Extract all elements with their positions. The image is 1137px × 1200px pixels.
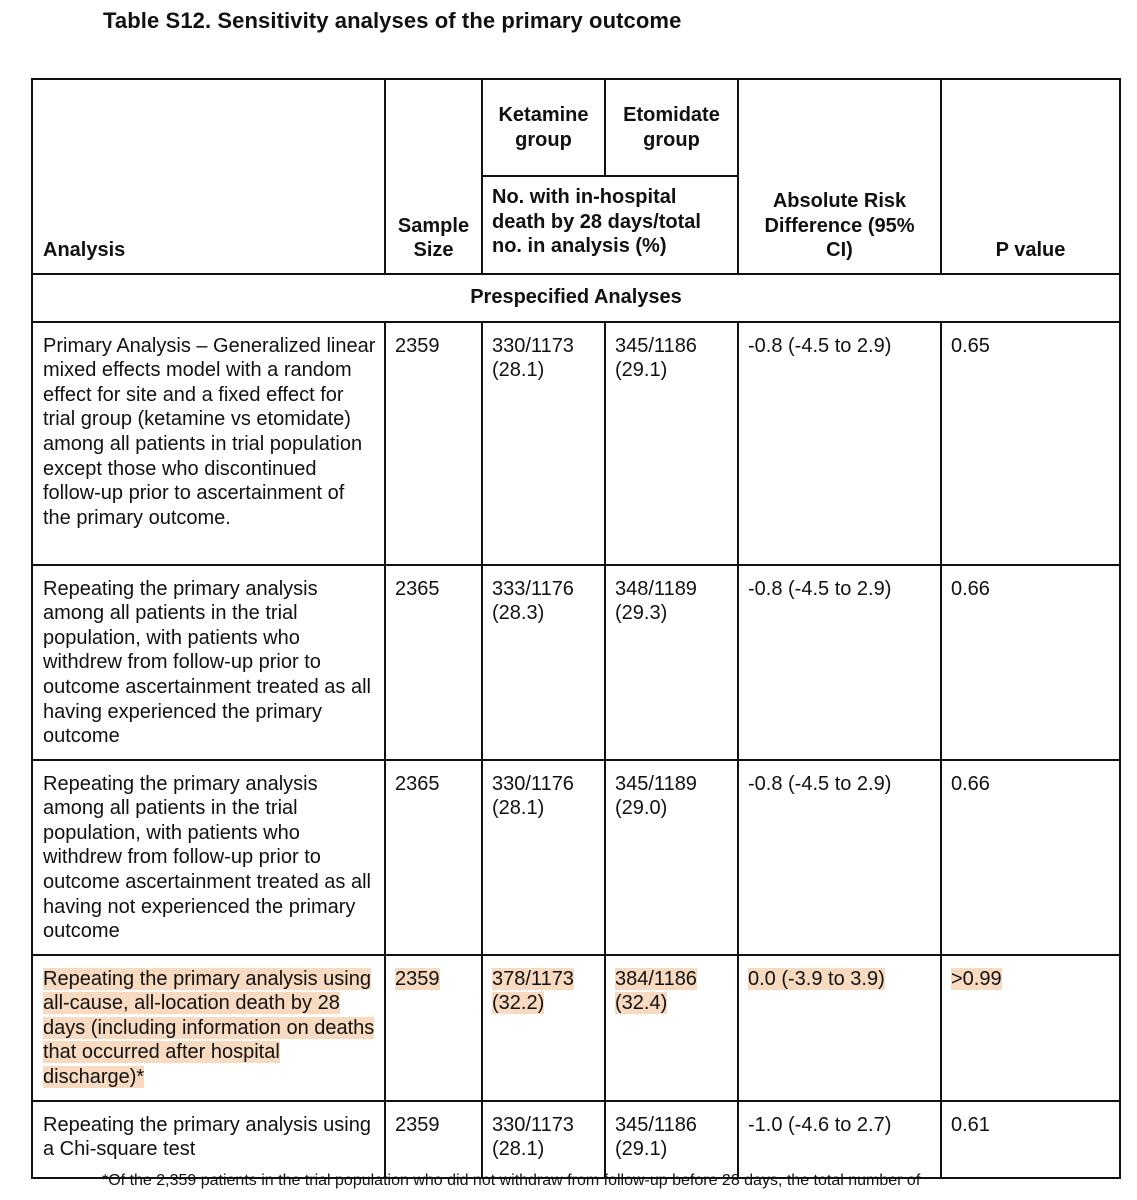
table-row-highlighted bbox=[32, 955, 1120, 1101]
etomidate-percent: (29.1) bbox=[615, 359, 668, 382]
analysis-cell: Repeating the primary analysis among all patients in the trial population, with patients who withdrew from follow-up prior to outcome ascertainment treated as all having not experienced the primary outcome bbox=[43, 772, 371, 943]
ketamine-percent-highlighted: (32.2) bbox=[492, 992, 545, 1015]
p-value-cell: 0.66 bbox=[951, 772, 990, 795]
etomidate-count: 345/1189 bbox=[615, 772, 697, 795]
risk-difference-cell: -0.8 (-4.5 to 2.9) bbox=[748, 772, 892, 795]
etomidate-count: 348/1189 bbox=[615, 577, 697, 600]
etomidate-count: 345/1186 bbox=[615, 1113, 697, 1136]
etomidate-count: 345/1186 bbox=[615, 334, 697, 357]
sensitivity-table bbox=[31, 78, 1121, 1179]
section-prespecified: Prespecified Analyses bbox=[32, 274, 1120, 322]
risk-difference-cell: -0.8 (-4.5 to 2.9) bbox=[748, 577, 892, 600]
header-sample-size: Sample Size bbox=[385, 79, 482, 274]
footnote: *Of the 2,359 patients in the trial population who did not withdraw from follow-up before 28 days, the total number of bbox=[102, 1172, 921, 1189]
ketamine-count: 330/1173 bbox=[492, 334, 574, 357]
header-death-count: No. with in-hospital death by 28 days/total no. in analysis (%) bbox=[482, 176, 738, 274]
table-row bbox=[32, 565, 1120, 760]
header-analysis: Analysis bbox=[32, 79, 385, 274]
etomidate-percent: (29.1) bbox=[615, 1138, 668, 1161]
ketamine-percent: (28.1) bbox=[492, 359, 545, 382]
p-value-cell-highlighted: >0.99 bbox=[951, 967, 1002, 990]
header-p-value: P value bbox=[941, 79, 1120, 274]
table-row bbox=[32, 322, 1120, 565]
ketamine-count: 330/1176 bbox=[492, 772, 574, 795]
sample-size-cell-highlighted: 2359 bbox=[395, 967, 440, 990]
header-ketamine-group: Ketamine group bbox=[482, 79, 605, 176]
etomidate-percent: (29.3) bbox=[615, 602, 668, 625]
sample-size-cell: 2365 bbox=[395, 772, 440, 795]
table-row bbox=[32, 760, 1120, 955]
analysis-cell-highlighted: Repeating the primary analysis using all-cause, all-location death by 28 days (including information on deaths that occurred after hospital discharge)* bbox=[43, 967, 375, 1088]
ketamine-percent: (28.1) bbox=[492, 797, 545, 820]
sample-size-cell: 2359 bbox=[395, 1113, 440, 1136]
p-value-cell: 0.66 bbox=[951, 577, 990, 600]
table-row bbox=[32, 1101, 1120, 1178]
etomidate-percent: (29.0) bbox=[615, 797, 668, 820]
risk-difference-cell: -0.8 (-4.5 to 2.9) bbox=[748, 334, 892, 357]
header-etomidate-group: Etomidate group bbox=[605, 79, 738, 176]
p-value-cell: 0.65 bbox=[951, 334, 990, 357]
sample-size-cell: 2365 bbox=[395, 577, 440, 600]
analysis-cell: Repeating the primary analysis using a Chi-square test bbox=[43, 1113, 371, 1161]
etomidate-count-highlighted: 384/1186 bbox=[615, 967, 697, 990]
ketamine-count: 333/1176 bbox=[492, 577, 574, 600]
analysis-cell: Repeating the primary analysis among all patients in the trial population, with patients who withdrew from follow-up prior to outcome ascertainment treated as all having experienced the primary outcome bbox=[43, 577, 371, 748]
analysis-cell: Primary Analysis – Generalized linear mixed effects model with a random effect for site and a fixed effect for trial group (ketamine vs etomidate) among all patients in trial population except those who discontinued follow-up prior to ascertainment of the primary outcome. bbox=[43, 334, 376, 529]
risk-difference-cell-highlighted: 0.0 (-3.9 to 3.9) bbox=[748, 967, 885, 990]
ketamine-count-highlighted: 378/1173 bbox=[492, 967, 574, 990]
etomidate-percent-highlighted: (32.4) bbox=[615, 992, 668, 1015]
sample-size-cell: 2359 bbox=[395, 334, 440, 357]
ketamine-count: 330/1173 bbox=[492, 1113, 574, 1136]
ketamine-percent: (28.1) bbox=[492, 1138, 545, 1161]
p-value-cell: 0.61 bbox=[951, 1113, 990, 1136]
table-title: Table S12. Sensitivity analyses of the primary outcome bbox=[103, 8, 682, 33]
ketamine-percent: (28.3) bbox=[492, 602, 545, 625]
header-risk-difference: Absolute Risk Difference (95% CI) bbox=[738, 79, 941, 274]
risk-difference-cell: -1.0 (-4.6 to 2.7) bbox=[748, 1113, 892, 1136]
